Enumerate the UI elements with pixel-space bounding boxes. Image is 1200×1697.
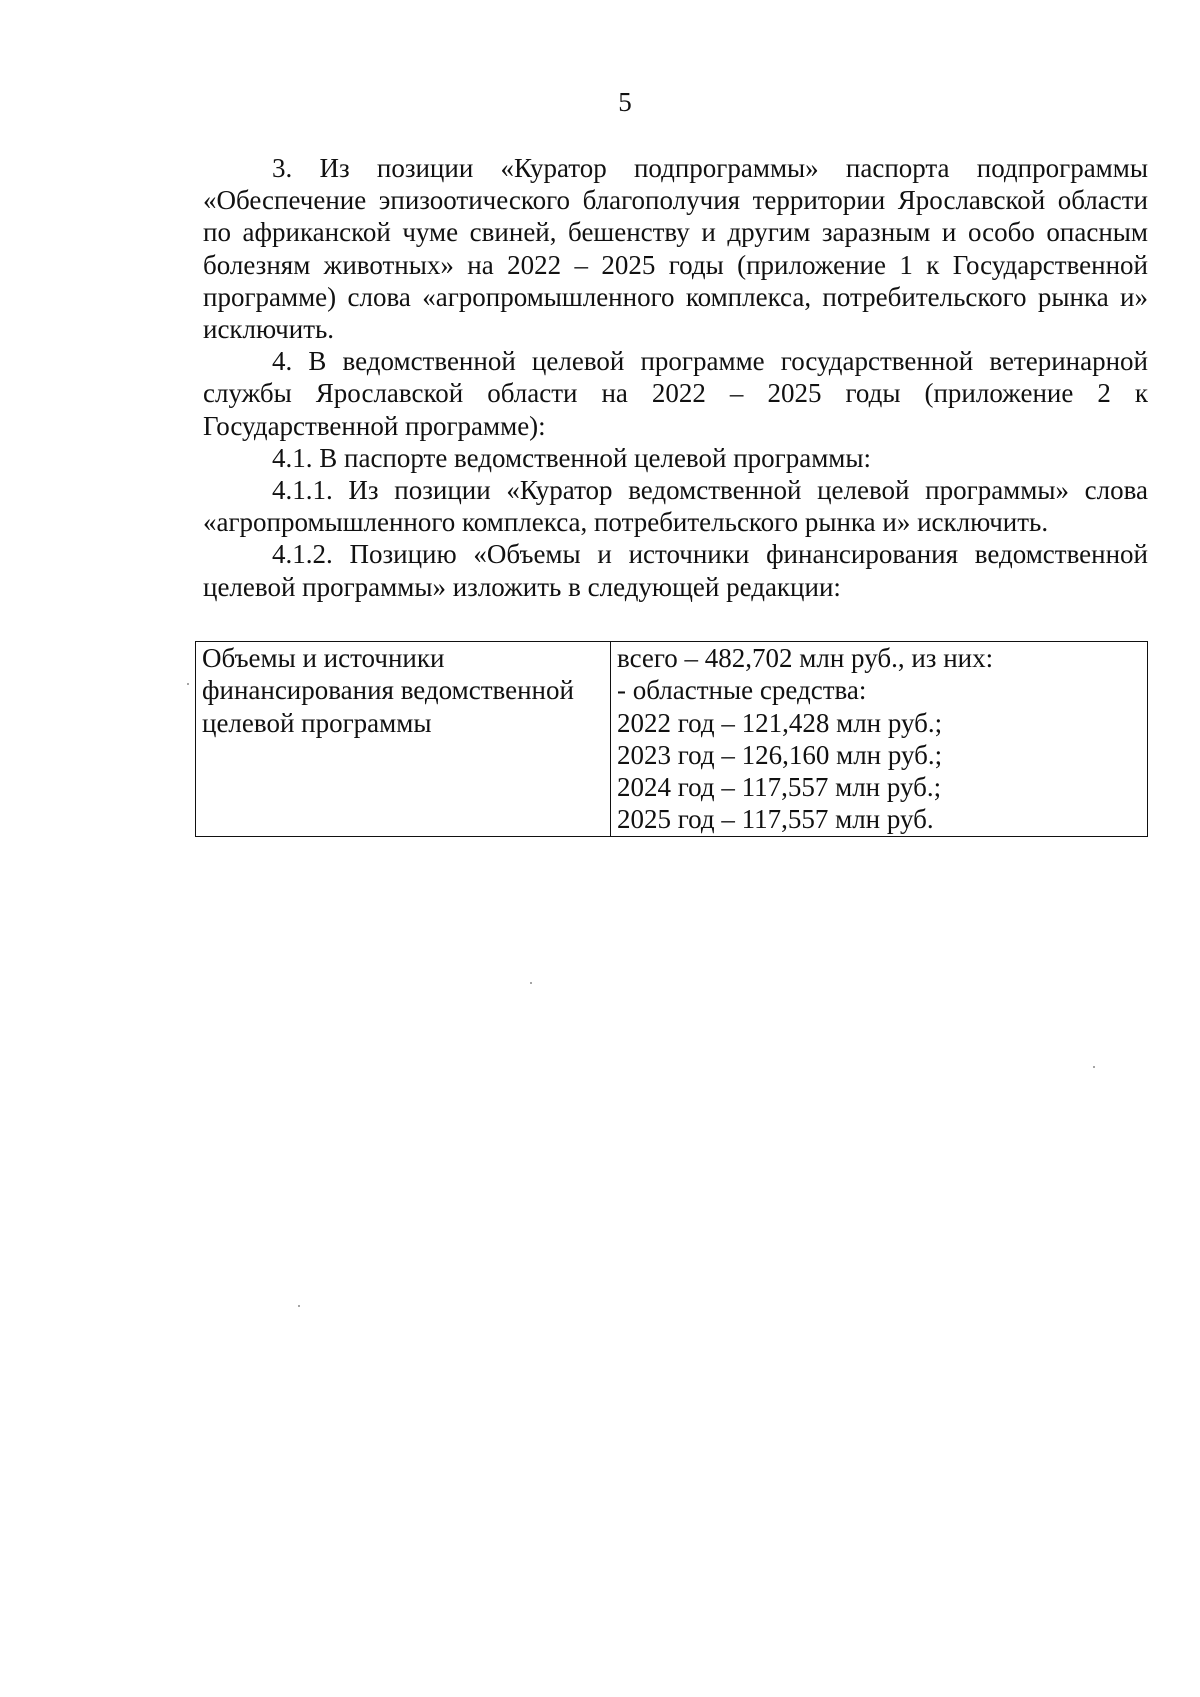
paragraph-4: 4. В ведомственной целевой программе государственной ветеринарной службы Ярославской области на 2022 – 2025 годы (приложение 2 к Государственной программе): <box>203 346 1148 441</box>
funding-label-line: Объемы и источники <box>202 643 445 673</box>
funding-table <box>195 641 1148 837</box>
scan-speck <box>298 1305 300 1307</box>
paragraph-4-1: 4.1. В паспорте ведомственной целевой программы: <box>272 442 872 473</box>
funding-label-line: целевой программы <box>202 707 432 738</box>
scan-speck <box>530 982 532 984</box>
page-number: 5 <box>618 87 632 117</box>
funding-source: - областные средства: <box>617 675 867 706</box>
funding-total: всего – 482,702 млн руб., из них: <box>617 643 994 673</box>
table-row <box>196 642 1148 837</box>
paragraph-3: 3. Из позиции «Куратор подпрограммы» паспорта подпрограммы «Обеспечение эпизоотического благополучия территории Ярославской области по африканской чуме свиней, бешенству и другим заразным и особо опасным болезням животных» на 2022 – 2025 годы (приложение 1 к Государственной программе) слова «агропромышленного комплекса, потребительского рынка и» исключить. <box>203 153 1148 345</box>
funding-year-2024: 2024 год – 117,557 млн руб.; <box>617 772 942 803</box>
funding-label-cell <box>196 642 611 837</box>
paragraph-4-1-1: 4.1.1. Из позиции «Куратор ведомственной целевой программы» слова «агропромышленного комплекса, потребительского рынка и» исключить. <box>203 475 1148 538</box>
funding-year-2023: 2023 год – 126,160 млн руб.; <box>617 739 943 770</box>
document-body <box>203 152 1148 603</box>
funding-label-line: финансирования ведомственной <box>202 675 574 706</box>
funding-values-cell <box>611 642 1148 837</box>
paragraph-4-1-2: 4.1.2. Позицию «Объемы и источники финансирования ведомственной целевой программы» изложить в следующей редакции: <box>203 539 1148 602</box>
funding-year-2022: 2022 год – 121,428 млн руб.; <box>617 707 943 738</box>
scan-speck <box>187 683 189 685</box>
scan-speck <box>1093 1066 1095 1068</box>
funding-year-2025: 2025 год – 117,557 млн руб. <box>617 804 934 835</box>
